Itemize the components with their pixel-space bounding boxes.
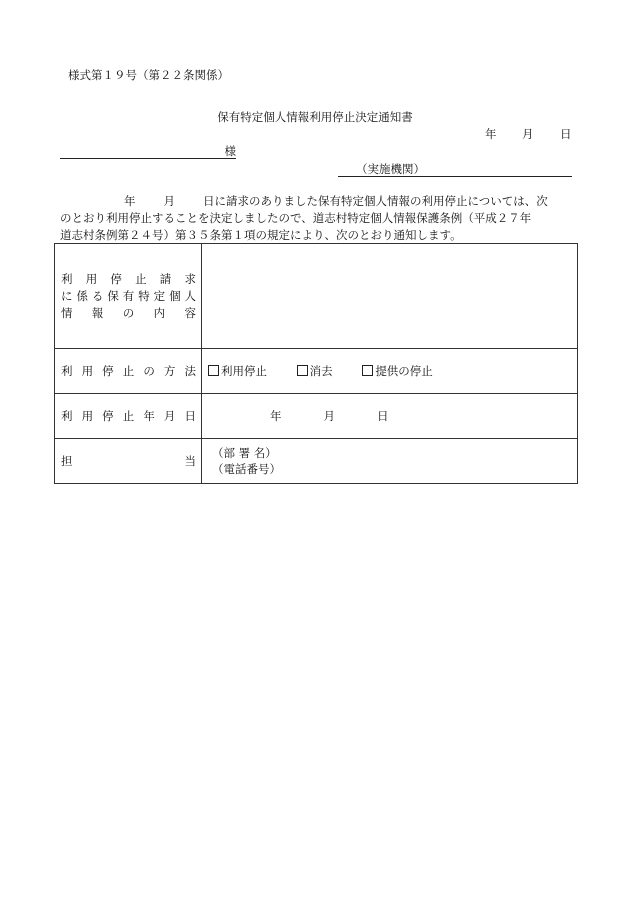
label-char: 有 bbox=[122, 288, 135, 303]
label-char: 利 bbox=[61, 363, 73, 378]
label-char: 月 bbox=[163, 408, 176, 423]
value-method bbox=[202, 349, 578, 394]
recipient-line bbox=[60, 143, 236, 159]
stop-date-year: 年 bbox=[270, 409, 282, 423]
form-number: 様式第１９号（第２２条関係） bbox=[68, 68, 229, 82]
label-char: 用 bbox=[81, 363, 94, 378]
label-method bbox=[55, 349, 202, 394]
option-erase-label: 消去 bbox=[309, 364, 333, 378]
label-char: 用 bbox=[85, 271, 98, 286]
issue-date-year: 年 bbox=[485, 127, 497, 141]
label-content bbox=[55, 244, 202, 349]
label-char: 求 bbox=[184, 271, 196, 286]
label-char: 請 bbox=[159, 271, 172, 286]
value-date[interactable] bbox=[202, 394, 578, 439]
label-content-line-3 bbox=[55, 305, 201, 322]
label-char: 個 bbox=[169, 288, 181, 303]
option-stop-provision-label: 提供の停止 bbox=[375, 364, 433, 378]
label-char: 特 bbox=[138, 288, 150, 303]
notice-table bbox=[54, 243, 578, 484]
option-erase[interactable] bbox=[297, 363, 333, 379]
label-char: 停 bbox=[102, 408, 114, 423]
label-char: 年 bbox=[143, 408, 155, 423]
checkbox-stop-use[interactable] bbox=[208, 365, 219, 376]
value-contact[interactable] bbox=[202, 439, 578, 484]
label-content-line-2 bbox=[55, 288, 201, 305]
label-contact bbox=[55, 439, 202, 484]
contact-phone: （電話番号） bbox=[212, 462, 281, 476]
agency-label: （実施機関） bbox=[356, 162, 425, 176]
body-line-1-text: 日に請求のありました保有特定個人情報の利用停止については、次 bbox=[203, 194, 548, 208]
label-content-line-1 bbox=[55, 271, 201, 288]
label-char: 止 bbox=[122, 408, 135, 423]
label-date-text bbox=[55, 408, 201, 425]
checkbox-erase[interactable] bbox=[297, 365, 308, 376]
label-char: 定 bbox=[153, 288, 166, 303]
label-char: に bbox=[61, 288, 73, 303]
label-char: 用 bbox=[81, 408, 94, 423]
label-method-text bbox=[55, 363, 201, 380]
label-char: 情 bbox=[61, 305, 73, 320]
stop-date-day: 日 bbox=[377, 409, 389, 423]
label-contact-left: 担 bbox=[61, 453, 73, 468]
agency-line bbox=[338, 161, 572, 177]
row-content bbox=[55, 244, 578, 349]
label-char: の bbox=[122, 305, 135, 320]
label-char: 止 bbox=[122, 363, 135, 378]
recipient-honorific: 様 bbox=[224, 144, 236, 158]
stop-date-month: 月 bbox=[323, 409, 335, 423]
option-stop-use[interactable] bbox=[208, 363, 267, 379]
label-char: る bbox=[91, 288, 104, 303]
label-date bbox=[55, 394, 202, 439]
body-year: 年 bbox=[124, 194, 136, 208]
body-line-1 bbox=[60, 193, 575, 210]
label-char: 人 bbox=[184, 288, 196, 303]
option-stop-provision[interactable] bbox=[362, 363, 433, 379]
body-line-2: のとおり利用停止することを決定しましたので、道志村特定個人情報保護条例（平成２７年 bbox=[60, 211, 532, 225]
label-char: 法 bbox=[184, 363, 196, 378]
label-contact-text bbox=[55, 453, 201, 470]
label-char: 日 bbox=[184, 408, 196, 423]
document-title: 保有特定個人情報利用停止決定通知書 bbox=[217, 110, 413, 124]
label-char: 容 bbox=[184, 305, 196, 320]
row-date bbox=[55, 394, 578, 439]
body-month: 月 bbox=[163, 194, 175, 208]
label-char: 保 bbox=[107, 288, 119, 303]
issue-date-day: 日 bbox=[560, 127, 572, 141]
label-char: 内 bbox=[153, 305, 166, 320]
checkbox-stop-provision[interactable] bbox=[362, 365, 373, 376]
label-char: 報 bbox=[91, 305, 104, 320]
label-char: 利 bbox=[61, 408, 73, 423]
contact-dept: （部 署 名） bbox=[212, 446, 277, 460]
label-char: 停 bbox=[102, 363, 114, 378]
label-char: 係 bbox=[76, 288, 88, 303]
label-char: の bbox=[143, 363, 155, 378]
label-contact-right: 当 bbox=[184, 453, 196, 468]
issue-date-month: 月 bbox=[522, 127, 534, 141]
notice-body bbox=[60, 193, 575, 244]
option-stop-use-label: 利用停止 bbox=[221, 364, 267, 378]
label-char: 利 bbox=[61, 271, 73, 286]
value-content[interactable] bbox=[202, 244, 578, 349]
body-line-3: 道志村条例第２４号）第３５条第１項の規定により、次のとおり通知します。 bbox=[60, 228, 462, 242]
label-char: 停 bbox=[110, 271, 122, 286]
label-char: 方 bbox=[163, 363, 176, 378]
row-method bbox=[55, 349, 578, 394]
label-char: 止 bbox=[135, 271, 147, 286]
row-contact bbox=[55, 439, 578, 484]
